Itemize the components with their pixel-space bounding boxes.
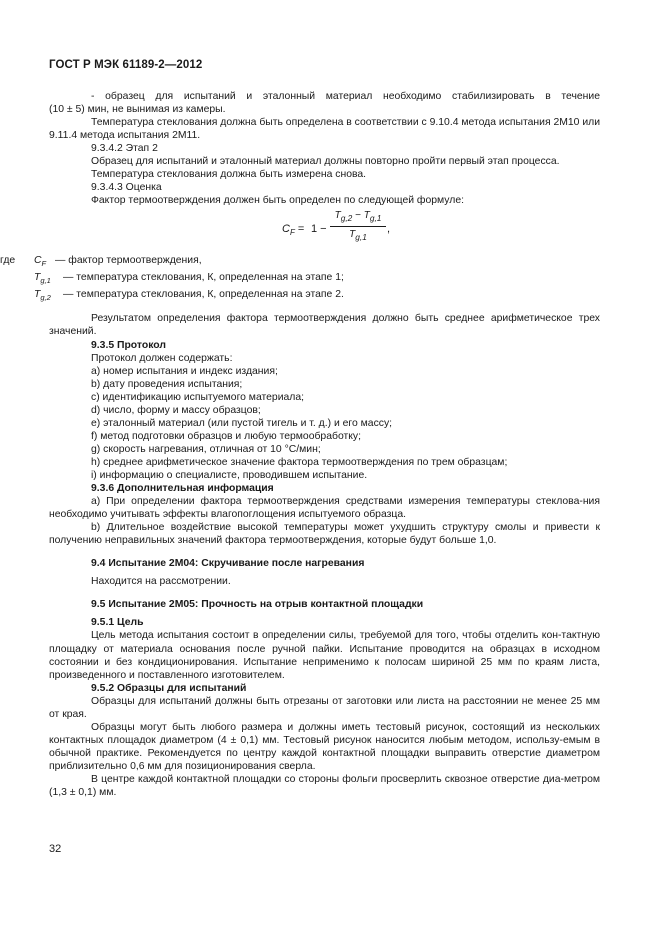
where-text: — температура стеклования, К, определенная на этапе 2.	[63, 289, 344, 301]
list-item: h) среднее арифметическое значение фактора термоотверждения по трем образцам;	[91, 456, 508, 468]
formula-lhs: $C_F$ =	[282, 223, 305, 238]
paragraph: Находится на рассмотрении.	[91, 576, 231, 588]
paragraph: Температура стеклования должна быть измерена снова.	[91, 169, 367, 181]
formula-fraction	[330, 209, 386, 244]
formula-one-minus: 1 −	[311, 223, 327, 236]
paragraph: a) При определении фактора термоотверждения средствами измерения температуры стеклова-ния необходимо учитывать эффекты влагопоглощения испытуемого образца.	[49, 496, 600, 521]
where-symbol: $T_{g,1}$	[34, 272, 51, 286]
spacer	[49, 304, 600, 312]
list-item: g) скорость нагревания, отличная от 10 °С/мин;	[91, 443, 321, 455]
spacer	[49, 547, 600, 557]
spacer	[49, 588, 600, 598]
where-item	[34, 287, 600, 304]
where-text: — температура стеклования, К, определенная на этапе 1;	[63, 272, 344, 284]
formula-numerator: $T_{g,2} - T_{g,1}$	[330, 209, 386, 227]
subsection-title: 9.5.1 Цель	[91, 617, 144, 629]
page-number: 32	[49, 843, 62, 855]
where-item	[34, 270, 600, 287]
paragraph: b) Длительное воздействие высокой температуры может ухудшить структуру смолы и привести к получению неправильных значений фактора термоотверждения, которые будут больше 1,0.	[49, 522, 600, 547]
subsection-title: 9.5.2 Образцы для испытаний	[91, 682, 247, 694]
paragraph: Фактор термоотверждения должен быть определен по следующей формуле:	[91, 195, 464, 207]
paragraph: Цель метода испытания состоит в определении силы, требуемой для того, чтобы отделить кон-тактную площадку от материала основания после ручной пайки. Испытание проводится на образцах в исходном состоянии и без кондиционирования. Испытание неприменимо к полосам шириной 25 мм по краям листа, произведенного и поставленного изготовителем.	[49, 630, 600, 681]
where-intro: где	[0, 255, 16, 267]
paragraph: (10 ± 5) мин, не вынимая из камеры.	[49, 104, 226, 116]
subsection-title: 9.3.4.2 Этап 2	[91, 143, 158, 155]
where-text: — фактор термоотверждения,	[55, 255, 202, 267]
formula-denominator: $T_{g,1}$	[349, 229, 367, 243]
formula-end: ,	[387, 223, 391, 236]
where-symbol: $C_F$	[34, 255, 47, 269]
paragraph: Результатом определения фактора термоотверждения должно быть среднее арифметическое трех значений.	[49, 313, 600, 338]
where-item	[0, 253, 600, 270]
list-item: d) число, форму и массу образцов;	[91, 404, 261, 416]
list-item: c) идентификацию испытуемого материала;	[91, 391, 305, 403]
paragraph: В центре каждой контактной площадки со стороны фольги просверлить сквозное отверстие диа-метром (1,3 ± 0,1) мм.	[49, 773, 600, 799]
section-title: 9.4 Испытание 2М04: Скручивание после нагревания	[91, 558, 365, 570]
subsection-title: 9.3.4.3 Оценка	[91, 182, 162, 194]
section-title: 9.3.6 Дополнительная информация	[91, 483, 274, 495]
list-item: i) информацию о специалисте, проводившем испытание.	[91, 469, 368, 481]
body-text	[0, 90, 601, 799]
paragraph: - образец для испытаний и эталонный материал необходимо стабилизировать в течение	[91, 91, 600, 102]
paragraph: Образцы могут быть любого размера и должны иметь тестовый рисунок, состоящий из нескольких контактных площадок диаметром (4 ± 0,1) мм. Тестовый рисунок наносится любым методом, использу-емым в обычной практике. Рекомендуется по центру каждой контактной площадки выправить отверстие диаметром приблизительно 0,6 мм для позиционирования сверла.	[49, 721, 600, 772]
paragraph: Образец для испытаний и эталонный материал должны повторно пройти первый этап процесса.	[91, 156, 560, 168]
list-item: a) номер испытания и индекс издания;	[91, 365, 278, 377]
formula	[49, 207, 600, 253]
list-item: f) метод подготовки образцов и любую термообработку;	[91, 430, 361, 442]
section-title: 9.3.5 Протокол	[91, 339, 166, 351]
section-title: 9.5 Испытание 2М05: Прочность на отрыв контактной площадки	[91, 599, 424, 611]
paragraph: Температура стеклования должна быть определена в соответствии с 9.10.4 метода испытания 2М10 или 9.11.4 метода испытания 2М11.	[49, 117, 601, 142]
list-item: e) эталонный материал (или пустой тигель и т. д.) и его массу;	[91, 417, 393, 429]
paragraph: Образцы для испытаний должны быть отрезаны от заготовки или листа на расстоянии не менее 25 мм от края.	[49, 695, 600, 720]
document-header: ГОСТ Р МЭК 61189-2—2012	[49, 59, 203, 71]
list-item: b) дату проведения испытания;	[91, 378, 243, 390]
paragraph: Протокол должен содержать:	[91, 352, 233, 364]
where-symbol: $T_{g,2}$	[34, 289, 51, 303]
